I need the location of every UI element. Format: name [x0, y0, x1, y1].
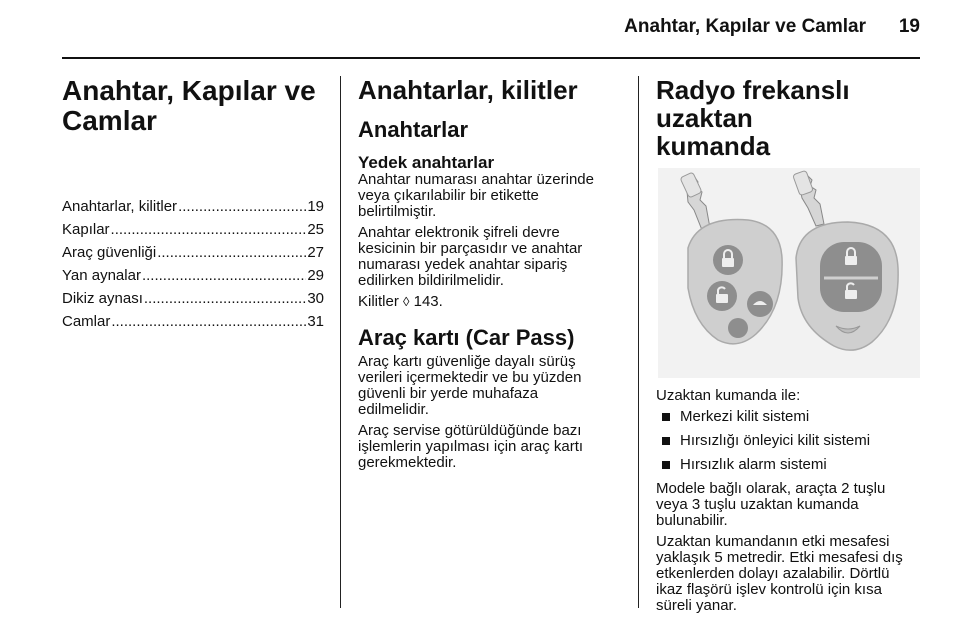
paragraph-key-number	[358, 172, 620, 220]
toc-leader	[157, 244, 306, 261]
toc-title: Yan aynalar	[62, 267, 141, 284]
text-line: süreli yanar.	[656, 597, 737, 614]
header-divider	[62, 57, 920, 59]
text-line: veya 3 tuşlu uzaktan kumanda	[656, 496, 859, 513]
text-line: Araç kartı güvenliğe dayalı sürüş	[358, 353, 576, 370]
paragraph-range	[656, 534, 924, 614]
section-heading-keys-locks: Anahtarlar, kilitler	[358, 75, 578, 105]
list-item	[656, 457, 924, 473]
toc-entry[interactable]	[62, 221, 324, 238]
text-line: belirtilmiştir.	[358, 203, 437, 220]
bullet-square-icon	[662, 461, 670, 469]
text-line: Uzaktan kumandanın etki mesafesi	[656, 533, 890, 550]
column-divider-2	[638, 76, 639, 608]
text-line: Anahtar elektronik şifreli devre	[358, 224, 560, 241]
toc-page: 31	[307, 313, 324, 330]
running-header-title: Anahtar, Kapılar ve Camlar	[624, 16, 866, 37]
text-line: gerekmektedir.	[358, 454, 457, 471]
toc-leader	[111, 221, 307, 238]
text-line: Araç servise götürüldüğünde bazı	[358, 422, 582, 439]
keys-locks-column	[358, 76, 620, 476]
page-reference[interactable]: 143.	[409, 293, 443, 310]
bullet-square-icon	[662, 413, 670, 421]
toc-entry[interactable]	[62, 244, 324, 261]
toc-leader	[142, 267, 306, 284]
bullet-square-icon	[662, 437, 670, 445]
text-line: kesicinin bir parçasıdır ve anahtar	[358, 240, 583, 257]
toc-page: 25	[307, 221, 324, 238]
table-of-contents	[62, 198, 324, 330]
chapter-column	[62, 76, 324, 336]
list-item	[656, 409, 924, 425]
toc-title: Kapılar	[62, 221, 110, 238]
remote-control-column	[656, 76, 924, 619]
text-line: güvenli bir yerde muhafaza	[358, 385, 539, 402]
list-item	[656, 433, 924, 449]
three-button-remote	[688, 220, 782, 344]
text-line: Modele bağlı olarak, araçta 2 tuşlu	[656, 480, 886, 497]
text-line: işlemlerin yapılması için araç kartı	[358, 438, 584, 455]
toc-page: 27	[307, 244, 324, 261]
text-line: veya çıkarılabilir bir etikette	[358, 187, 539, 204]
text-line: ikaz flaşörü işlev kontrolü için kısa	[656, 581, 882, 598]
intro-text: Uzaktan kumanda ile:	[656, 387, 801, 404]
list-item-text: Merkezi kilit sistemi	[680, 408, 810, 425]
remote-functions-list	[656, 409, 924, 473]
toc-page: 30	[307, 290, 324, 307]
text-line: verileri içermektedir ve bu yüzden	[358, 369, 582, 386]
toc-entry[interactable]	[62, 198, 324, 215]
toc-title: Dikiz aynası	[62, 290, 143, 307]
toc-page: 29	[307, 267, 324, 284]
toc-leader	[178, 198, 306, 215]
column-divider-1	[340, 76, 341, 608]
text-line: Anahtar numarası anahtar üzerinde	[358, 171, 594, 188]
list-item-text: Hırsızlık alarm sistemi	[680, 456, 827, 473]
toc-leader	[144, 290, 306, 307]
chapter-title	[62, 76, 324, 136]
key-blade-left	[680, 172, 710, 230]
heading-line: Radyo frekanslı uzaktan	[656, 75, 850, 133]
toc-entry[interactable]	[62, 290, 324, 307]
text-line: yaklaşık 5 metredir. Etki mesafesi dış	[656, 549, 903, 566]
toc-title: Anahtarlar, kilitler	[62, 198, 178, 215]
key-blade-right	[793, 170, 824, 226]
paragraph-electronic-key	[358, 225, 620, 289]
toc-title: Camlar	[62, 313, 111, 330]
toc-entry[interactable]	[62, 313, 324, 330]
section-heading-remote-control	[656, 76, 924, 160]
remote-key-illustration	[658, 168, 920, 378]
paragraph-locks-reference	[358, 294, 620, 310]
paragraph-car-pass-service	[358, 423, 620, 471]
toc-title: Araç güvenliği	[62, 244, 157, 261]
toc-leader	[111, 313, 306, 330]
toc-page: 19	[307, 198, 324, 215]
page-number: 19	[898, 16, 920, 37]
text-line: edilirken bildirilmelidir.	[358, 272, 504, 289]
paragraph-car-pass	[358, 354, 620, 418]
text-line: numarası yedek anahtar sipariş	[358, 256, 568, 273]
text-line: etkenlerden dolayı azalabilir. Dörtlü	[656, 565, 890, 582]
heading-spare-keys: Yedek anahtarlar	[358, 153, 495, 172]
paragraph-button-variants	[656, 481, 924, 529]
chapter-title-line1: Anahtar, Kapılar ve	[62, 75, 316, 106]
list-item-text: Hırsızlığı önleyici kilit sistemi	[680, 432, 871, 449]
heading-line: kumanda	[656, 131, 771, 161]
text-line: edilmelidir.	[358, 401, 429, 418]
text-line: bulunabilir.	[656, 512, 728, 529]
two-button-remote	[796, 222, 898, 350]
subsection-heading-keys: Anahtarlar	[358, 117, 469, 142]
text-line: Kilitler	[358, 293, 404, 310]
key-fobs-icon	[658, 168, 920, 378]
toc-entry[interactable]	[62, 267, 324, 284]
page-reference-arrow-icon: ◊	[403, 294, 410, 309]
chapter-title-line2: Camlar	[62, 105, 157, 136]
section-heading-car-pass: Araç kartı (Car Pass)	[358, 325, 575, 350]
